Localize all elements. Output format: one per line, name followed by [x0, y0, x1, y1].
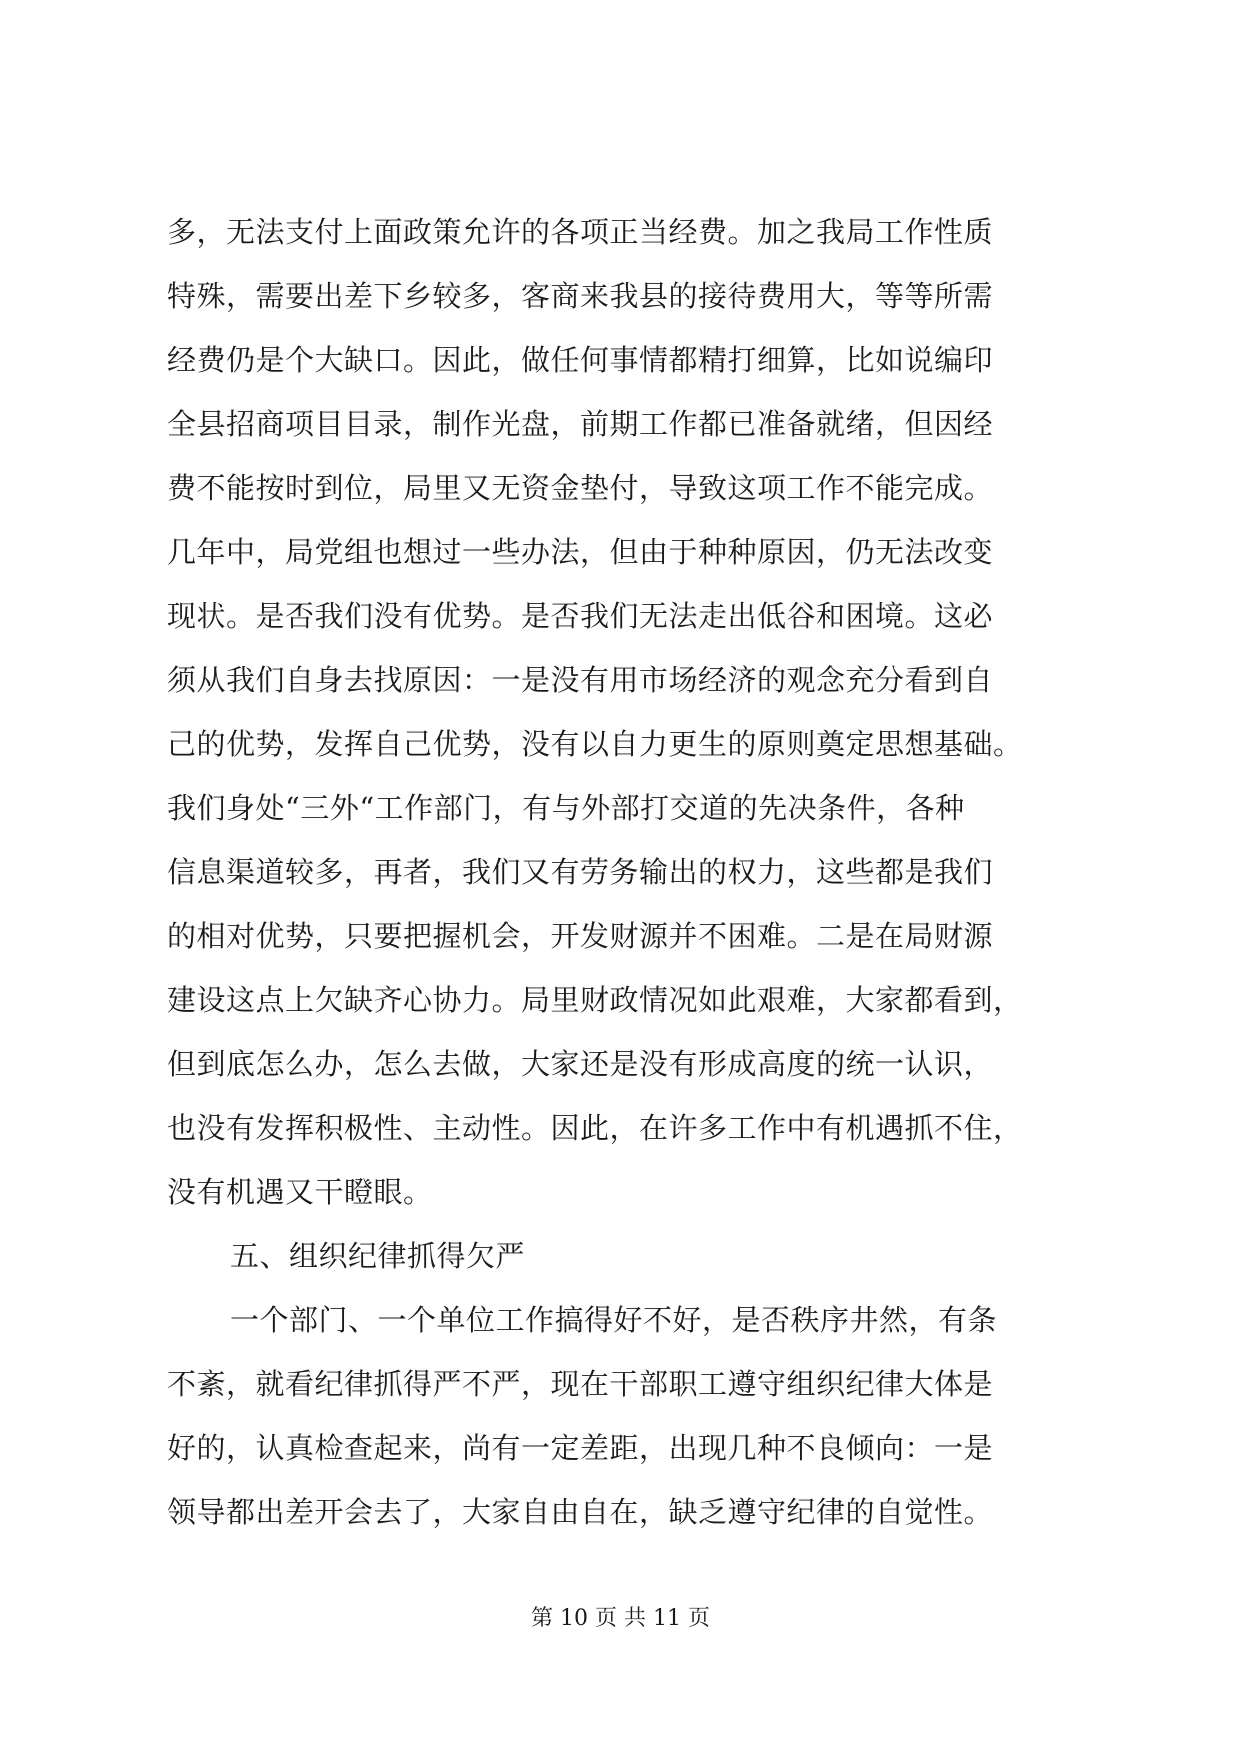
page-footer: 第 10 页 共 11 页 — [531, 1606, 710, 1631]
document-body — [167, 200, 1077, 1544]
body-line: 好的，认真检查起来，尚有一定差距，出现几种不良倾向：一是 — [167, 1431, 994, 1465]
body-line: 但到底怎么办，怎么去做，大家还是没有形成高度的统一认识， — [167, 1047, 994, 1081]
paragraph-first-line: 一个部门、一个单位工作搞得好不好，是否秩序井然，有条 — [230, 1303, 998, 1337]
body-line: 多，无法支付上面政策允许的各项正当经费。加之我局工作性质 — [167, 215, 994, 249]
body-line: 几年中，局党组也想过一些办法，但由于种种原因，仍无法改变 — [167, 535, 994, 569]
body-line: 也没有发挥积极性、主动性。因此，在许多工作中有机遇抓不住， — [167, 1111, 1023, 1145]
body-line: 领导都出差开会去了，大家自由自在，缺乏遵守纪律的自觉性。 — [167, 1495, 994, 1529]
body-line: 信息渠道较多，再者，我们又有劳务输出的权力，这些都是我们 — [167, 855, 994, 889]
body-line: 现状。是否我们没有优势。是否我们无法走出低谷和困境。这必 — [167, 599, 994, 633]
body-line: 经费仍是个大缺口。因此，做任何事情都精打细算，比如说编印 — [167, 343, 994, 377]
body-line: 没有机遇又干瞪眼。 — [167, 1175, 433, 1209]
body-line: 全县招商项目目录，制作光盘，前期工作都已准备就绪，但因经 — [167, 407, 994, 441]
body-line: 须从我们自身去找原因：一是没有用市场经济的观念充分看到自 — [167, 663, 994, 697]
body-line: 的相对优势，只要把握机会，开发财源并不困难。二是在局财源 — [167, 919, 994, 953]
body-line: 己的优势，发挥自己优势，没有以自力更生的原则奠定思想基础。 — [167, 727, 1023, 761]
section-heading: 五、组织纪律抓得欠严 — [230, 1239, 526, 1273]
body-line: 特殊，需要出差下乡较多，客商来我县的接待费用大，等等所需 — [167, 279, 994, 313]
body-line: 费不能按时到位，局里又无资金垫付，导致这项工作不能完成。 — [167, 471, 994, 505]
body-line: 建设这点上欠缺齐心协力。局里财政情况如此艰难，大家都看到， — [167, 983, 1023, 1017]
body-line: 我们身处“三外“工作部门，有与外部打交道的先决条件，各种 — [167, 791, 965, 825]
body-line: 不紊，就看纪律抓得严不严，现在干部职工遵守组织纪律大体是 — [167, 1367, 994, 1401]
